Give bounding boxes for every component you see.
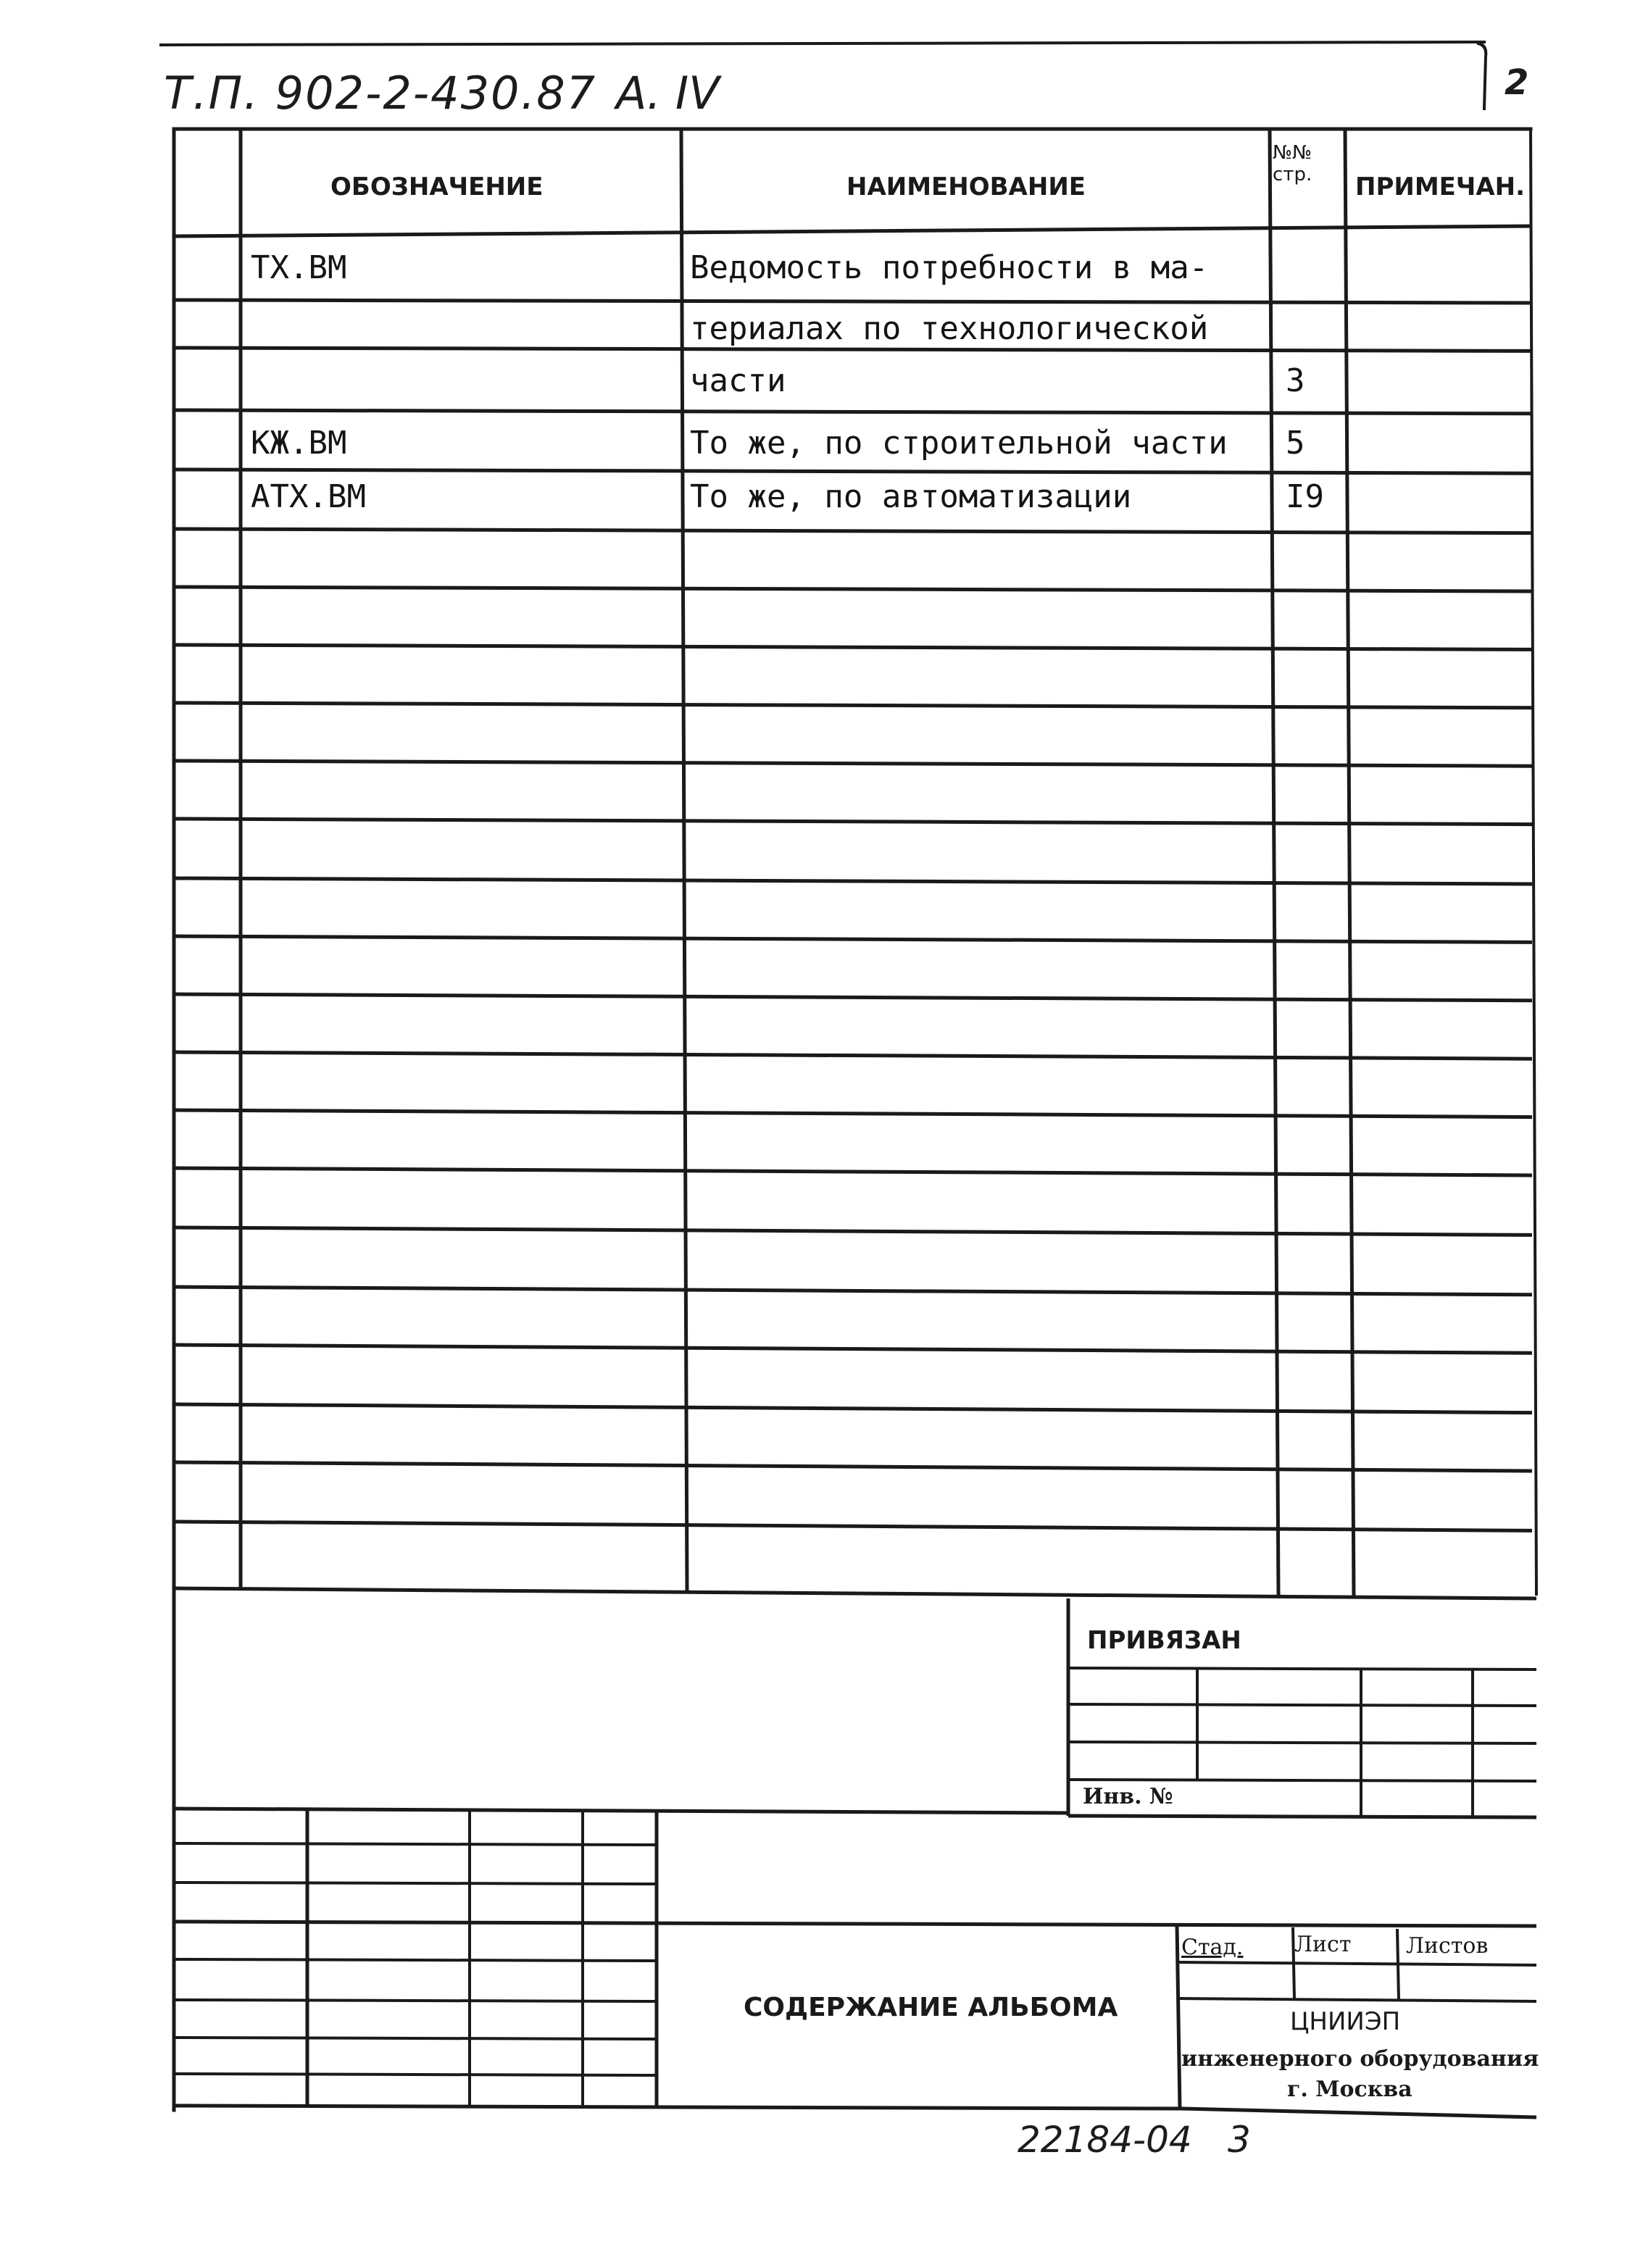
organization-department: инженерного оборудования xyxy=(1181,2046,1539,2072)
page-number: 2 xyxy=(1505,62,1529,103)
table-row-4-name: То же, по строительной части xyxy=(690,425,1228,462)
column-header-designation: ОБОЗНАЧЕНИЕ xyxy=(330,172,544,201)
table-row-rule xyxy=(174,348,1532,351)
table-row-rule xyxy=(174,1227,1532,1235)
table-row-rule xyxy=(174,994,1532,1001)
table-row-4-page: 5 xyxy=(1286,425,1305,462)
table-row-rule xyxy=(174,819,1532,825)
column-header-page-no-line2: стр. xyxy=(1273,164,1312,185)
archive-sheet-number: 3 xyxy=(1228,2119,1251,2161)
album-number: А. IV xyxy=(616,67,720,120)
table-row-rule xyxy=(174,936,1532,942)
organization-city: г. Москва xyxy=(1287,2077,1412,2102)
table-row-5-page: I9 xyxy=(1286,478,1324,515)
table-row-5-designation: АТХ.ВМ xyxy=(251,478,366,515)
table-row-rule xyxy=(174,410,1532,414)
table-row-2-name: териалах по технологической xyxy=(690,310,1209,347)
table-row-rule xyxy=(174,761,1532,766)
document-code: Т.П. 902-2-430.87 xyxy=(164,67,597,120)
table-row-rule xyxy=(174,1287,1532,1295)
column-header-page-no xyxy=(1273,142,1312,185)
table-row-rule xyxy=(174,645,1532,649)
table-row-5-name: То же, по автоматизации xyxy=(690,478,1132,515)
column-header-page-no-line1: №№ xyxy=(1273,142,1312,164)
table-row-rule xyxy=(174,1110,1532,1117)
archive-number: 22184-04 xyxy=(1018,2119,1192,2161)
table-row-4-designation: КЖ.ВМ xyxy=(251,425,347,462)
table-row-rule xyxy=(174,1404,1532,1413)
table-row-rule xyxy=(174,470,1532,473)
inventory-number-label: Инв. № xyxy=(1083,1784,1173,1809)
table-row-rule xyxy=(174,1345,1532,1353)
table-row-1-designation: ТХ.ВМ xyxy=(251,249,347,286)
table-row-rule xyxy=(174,587,1532,591)
table-row-rule xyxy=(174,1462,1532,1471)
table-row-rule xyxy=(174,1052,1532,1059)
bound-label: ПРИВЯЗАН xyxy=(1087,1626,1241,1655)
table-row-rule xyxy=(174,878,1532,884)
table-row-3-name: части xyxy=(690,362,786,399)
column-header-note: ПРИМЕЧАН. xyxy=(1355,172,1526,201)
table-row-rule xyxy=(174,1522,1532,1530)
organization-name: ЦНИИЭП xyxy=(1290,2007,1401,2036)
sheets-total-label: Листов xyxy=(1406,1933,1489,1959)
table-row-rule xyxy=(174,300,1532,303)
table-row-rule xyxy=(174,703,1532,708)
column-header-name: НАИМЕНОВАНИЕ xyxy=(846,172,1086,201)
table-row-1-name: Ведомость потребности в ма- xyxy=(690,249,1209,286)
table-row-rule xyxy=(174,1168,1532,1175)
table-row-rule xyxy=(174,529,1532,533)
stage-label: Стад. xyxy=(1181,1935,1244,1960)
table-row-3-page: 3 xyxy=(1286,362,1305,399)
album-contents-title: СОДЕРЖАНИЕ АЛЬБОМА xyxy=(744,1993,1118,2022)
sheet-label: Лист xyxy=(1294,1932,1352,1957)
